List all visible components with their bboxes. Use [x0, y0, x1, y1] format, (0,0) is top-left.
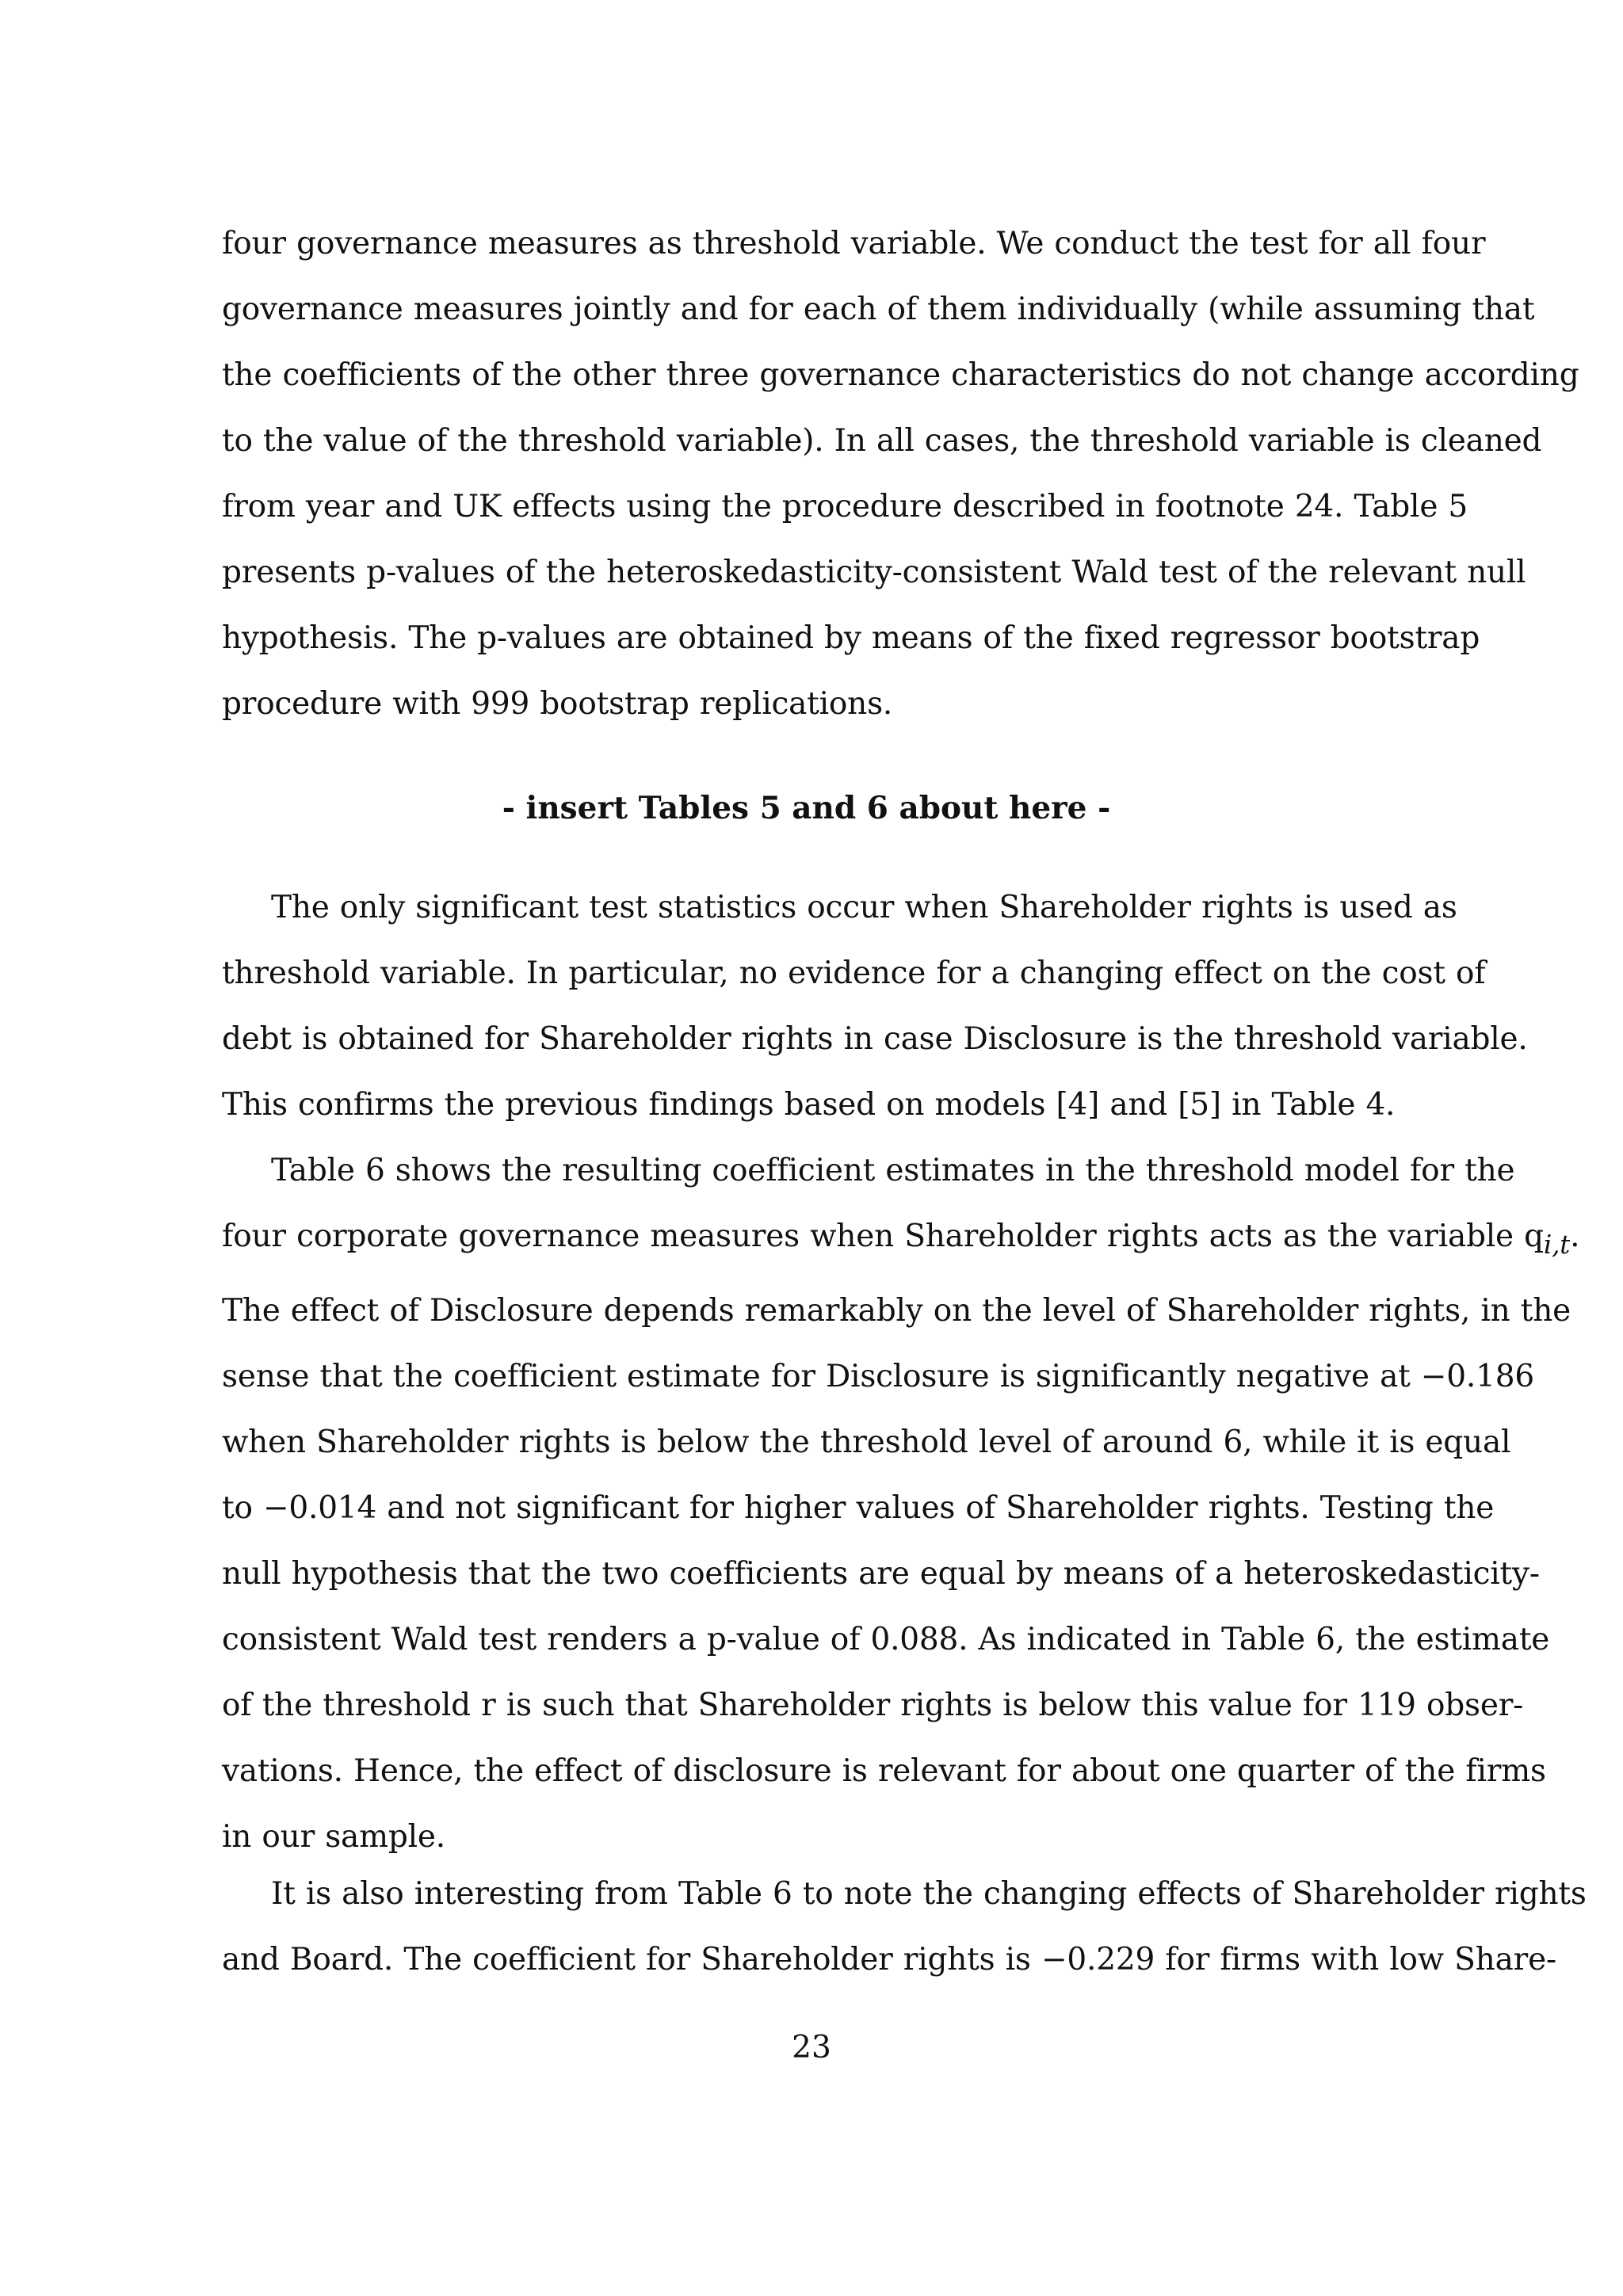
- text-line: from year and UK effects using the procedure described in footnote 24. Table 5: [222, 489, 1468, 524]
- text-line: governance measures jointly and for each of them individually (while assuming that: [222, 292, 1535, 327]
- text-line: vations. Hence, the effect of disclosure is relevant for about one quarter of the firms: [222, 1753, 1546, 1789]
- text-line: The effect of Disclosure depends remarkably on the level of Shareholder rights, in the: [222, 1292, 1571, 1329]
- text-line: presents p-values of the heteroskedasticity-consistent Wald test of the relevant null: [222, 555, 1526, 590]
- paragraph-2: [222, 875, 1528, 1138]
- insert-tables-note: - insert Tables 5 and 6 about here -: [502, 790, 1111, 826]
- text-line: debt is obtained for Shareholder rights in case Disclosure is the threshold variable.: [222, 1021, 1528, 1057]
- text-line-with-math: [222, 1203, 1580, 1278]
- text-line: null hypothesis that the two coefficients are equal by means of a heteroskedasticity-: [222, 1555, 1540, 1592]
- text-line: in our sample.: [222, 1818, 445, 1855]
- text-line: procedure with 999 bootstrap replications.: [222, 686, 893, 722]
- text-line: The only significant test statistics occur when Shareholder rights is used as: [271, 890, 1457, 925]
- text-line: four governance measures as threshold variable. We conduct the test for all four: [222, 226, 1486, 261]
- paragraph-3: [222, 1138, 1580, 1870]
- text-line: to −0.014 and not significant for higher values of Shareholder rights. Testing the: [222, 1489, 1495, 1526]
- text-line: sense that the coefficient estimate for Disclosure is significantly negative at −0.186: [222, 1358, 1534, 1394]
- text-line: of the threshold r is such that Shareholder rights is below this value for 119 obser-: [222, 1687, 1524, 1723]
- paragraph-1: [222, 211, 1579, 737]
- text-line: when Shareholder rights is below the threshold level of around 6, while it is equal: [222, 1424, 1511, 1460]
- text-line: threshold variable. In particular, no evidence for a changing effect on the cost of: [222, 955, 1486, 991]
- text-line: This confirms the previous findings based on models [4] and [5] in Table 4.: [222, 1087, 1396, 1123]
- text-line: Table 6 shows the resulting coefficient estimates in the threshold model for the: [271, 1153, 1515, 1188]
- text-line: to the value of the threshold variable). In all cases, the threshold variable is cleaned: [222, 423, 1542, 459]
- text-line: the coefficients of the other three governance characteristics do not change according: [222, 357, 1579, 393]
- text-segment: .: [1570, 1219, 1580, 1254]
- text-line: hypothesis. The p-values are obtained by means of the fixed regressor bootstrap: [222, 620, 1480, 656]
- text-segment: four corporate governance measures when Shareholder rights acts as the variable q: [222, 1219, 1544, 1254]
- paragraph-4: [222, 1861, 1587, 1993]
- math-subscript: i,t: [1543, 1229, 1571, 1260]
- text-line: and Board. The coefficient for Shareholder rights is −0.229 for firms with low Share-: [222, 1942, 1556, 1978]
- page-number: 23: [792, 2030, 831, 2065]
- text-line: consistent Wald test renders a p-value of 0.088. As indicated in Table 6, the estimate: [222, 1621, 1550, 1657]
- text-line: It is also interesting from Table 6 to note the changing effects of Shareholder rights: [271, 1876, 1587, 1912]
